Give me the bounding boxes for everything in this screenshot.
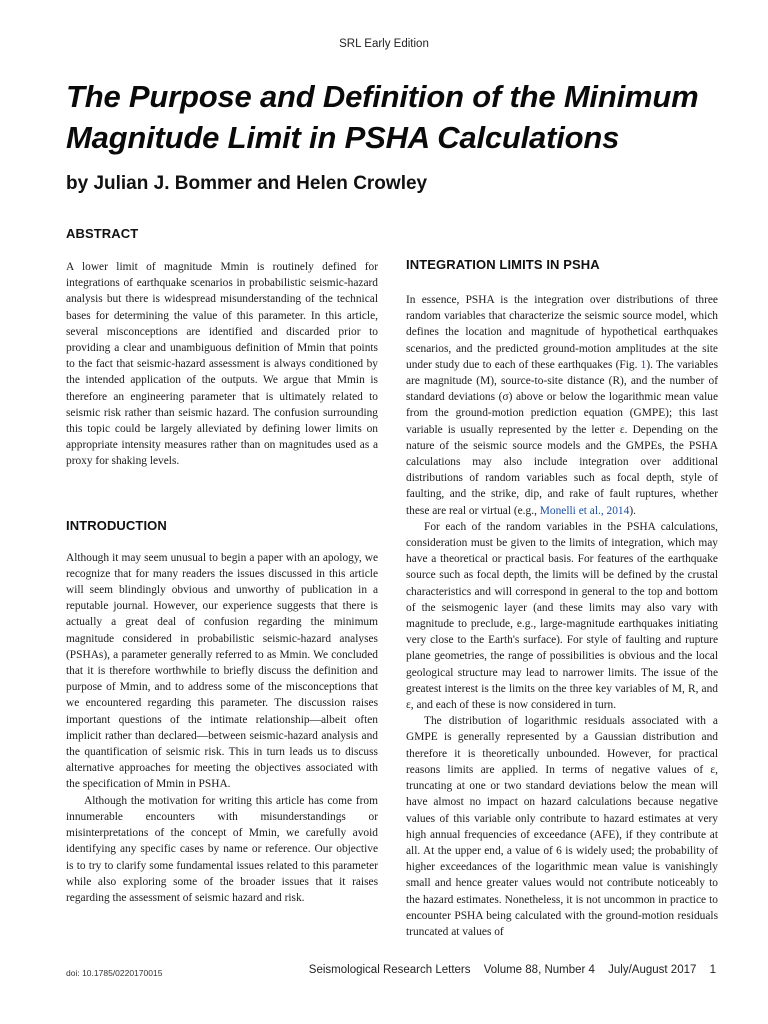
integration-paragraph-1 [406,292,718,519]
footer-doi: doi: 10.1785/0220170015 [66,968,163,978]
footer-journal-info [309,964,716,976]
integration-paragraph-2: For each of the random variables in the PSHA calculations, consideration must be given to the limits of integration, which may have a theoretical or practical basis. For features of the earthquake source such as focal depth, the limits will be defined by the crustal characteristics and will correspond in general to the top and bottom of the seismogenic layer (and these limits may also vary with magnitude to preclude, e.g., large-magnitude earthquakes initiating very close to the Earth's surface). For style of faulting and rupture plane geometries, the range of possibilities is obvious and the local geological structure may lead to narrower limits. The issue of the greatest interest is the limits on the three key variables of M, R, and ε, and each of these is now considered in turn. [406,520,718,712]
paragraph-text: ). [629,504,636,517]
figure-1-link[interactable]: 1 [640,358,647,371]
article-title: The Purpose and Definition of the Minimum Magnitude Limit in PSHA Calculations [66,79,699,155]
footer-page-number: 1 [709,964,716,976]
running-head: SRL Early Edition [339,38,429,50]
integration-heading: INTEGRATION LIMITS IN PSHA [406,257,600,272]
footer-date: July/August 2017 [608,964,697,976]
footer-journal-name: Seismological Research Letters [308,964,471,976]
right-column [406,257,718,940]
integration-paragraph-3: The distribution of logarithmic residuals associated with a GMPE is generally represented by a Gaussian distribution and therefore it is theoretically unbounded. However, for practical reasons limits are applied. In terms of negative values of ε, truncating at one or two standard deviations below the mean will have almost no impact on hazard calculations because negative values of this variable only contribute to hazard estimates at very high annual frequencies of exceedance (AFE), if they contribute at all. At the upper end, a value of 6 is widely used; the probability of higher exceedances of the logarithmic mean value is vanishingly small and hence greater values would not contribute noticeably to the hazard estimates. Nonetheless, it is not uncommon in practice to encounter PSHA being calculated with the ground-motion residuals truncated at values of [406,715,718,938]
abstract-heading: ABSTRACT [66,226,139,241]
abstract-text: A lower limit of magnitude Mmin is routinely defined for integrations of earthquake scenarios in probabilistic seismic-hazard analysis but there is widespread misunderstanding of the technical bases for determining the value of this parameter. In this article, several misconceptions are identified and discarded prior to providing a clear and unambiguous definition of Mmin that points to the fact that seismic-hazard assessment is always conditioned by the intended application of the outputs. We argue that Mmin is therefore an engineering parameter that is ultimately related to seismic risk rather than seismic hazard. The confusion surrounding this topic could be largely alleviated by defining lower limits on appropriate intensity measures rather than on magnitudes used as a proxy for shaking levels. [66,261,378,468]
paragraph-text: ). The variables are magnitude (M), source-to-site distance (R), and the number of standard deviations (σ) above or below the logarithmic mean value from the ground-motion prediction equation (GMPE); this last variable is usually represented by the letter ε. Depending on the nature of the seismic source models and the GMPEs, the PSHA calculations may also include integration over additional distributions of random variables such as focal depth, style of faulting, and the strike, dip, and rake of fault ruptures, whether these are real or virtual (e.g., [406,358,719,517]
left-column [66,226,378,906]
footer-volume: Volume 88, Number 4 [483,964,595,976]
paragraph-text: In essence, PSHA is the integration over distributions of three random variables that characterize the seismic source model, which defines the location and magnitude of hypothetical earthquakes scenarios, and the predicted ground-motion amplitudes at the site under study due to each of these earthquakes (Fig. [406,294,718,371]
citation-link-monelli[interactable]: Monelli et al., 2014 [539,504,630,517]
author-byline: by Julian J. Bommer and Helen Crowley [66,173,428,194]
introduction-heading: INTRODUCTION [66,517,167,533]
introduction-paragraph-1: Although it may seem unusual to begin a paper with an apology, we recognize that for many readers the issues discussed in this article will seem blindingly obvious and unworthy of publication in a reputable journal. However, our experience suggests that there is actually a great deal of confusion regarding the minimum magnitude considered in probabilistic seismic-hazard analyses (PSHAs), a parameter generally referred to as Mmin. We concluded that it is therefore worthwhile to briefly discuss the definition and purpose of Mmin, and to address some of the misconceptions that we encountered regarding this parameter. The discussion raises important questions of the intimate relationship—albeit often implicit rather than declared—between seismic-hazard analysis and the quantification of seismic risk. This in turn leads us to discuss alternative approaches for meeting the objectives associated with the specification of Mmin in PSHA. [66,551,378,791]
introduction-paragraph-2: Although the motivation for writing this article has come from innumerable encounters with misunderstandings or misinterpretations of the concept of Mmin, we carefully avoid identifying any specific cases by name or reference. Our objective is to try to clarify some fundamental issues related to this parameter while also exploring some of the broader issues that it raises regarding the assessment of seismic hazard and risk. [66,794,378,904]
